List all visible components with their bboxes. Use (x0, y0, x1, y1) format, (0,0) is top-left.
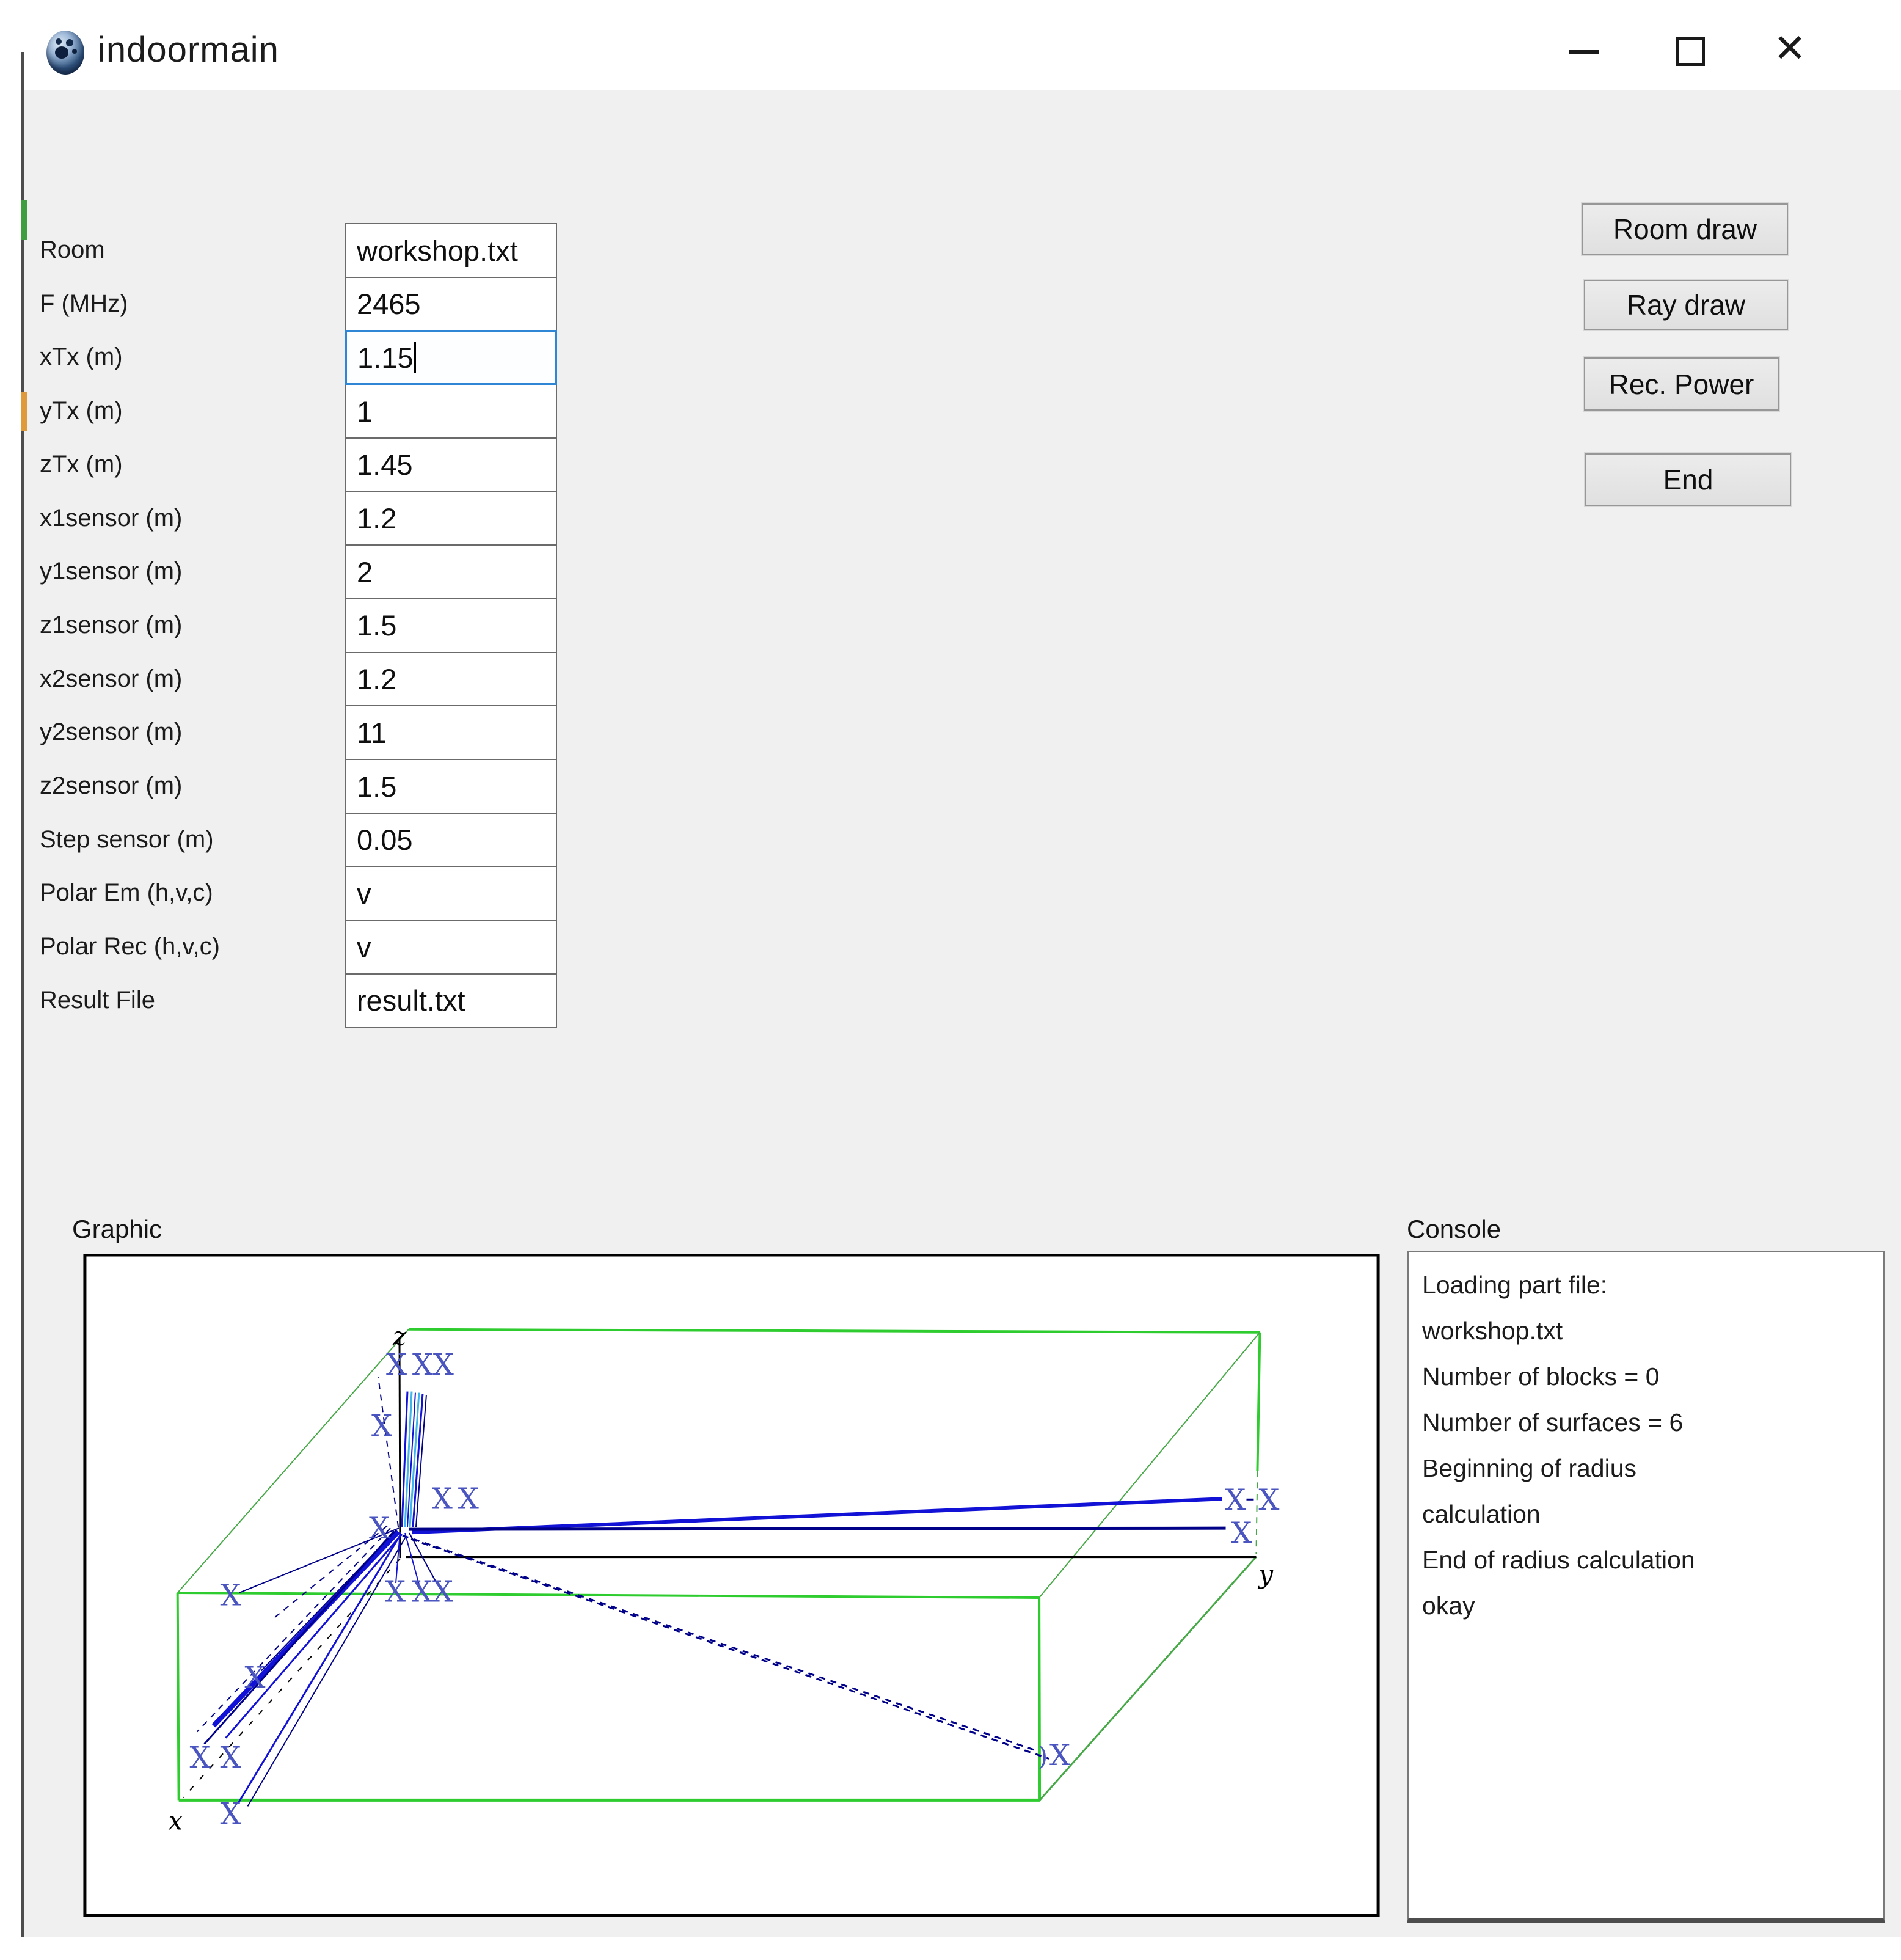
field-value: 1.2 (357, 502, 397, 535)
field-label-xtx-m-: xTx (m) (40, 343, 123, 371)
console-line: okay (1422, 1592, 1475, 1620)
maximize-button[interactable] (1655, 12, 1723, 86)
field-value: result.txt (357, 984, 465, 1017)
field-input-ytx-m-[interactable] (345, 384, 557, 439)
room-wire-edge (178, 1593, 179, 1800)
axis-label-x: x (168, 1805, 183, 1836)
field-label-z2sensor-m-: z2sensor (m) (40, 772, 183, 799)
console-line: calculation (1422, 1500, 1541, 1528)
field-value: 2 (357, 555, 373, 588)
field-value: workshop.txt (357, 234, 518, 267)
field-label-step-sensor-m-: Step sensor (m) (40, 825, 214, 853)
close-icon: ✕ (1773, 26, 1806, 71)
window-left-border (21, 52, 24, 1937)
app-sphere-icon (46, 31, 84, 75)
room-draw-button[interactable]: Room draw (1582, 203, 1788, 255)
field-input-y1sensor-m-[interactable] (345, 544, 557, 599)
field-label-z1sensor-m-: z1sensor (m) (40, 611, 183, 638)
field-input-xtx-m-[interactable] (345, 330, 557, 385)
field-value: 1.5 (357, 770, 397, 803)
sensor-marker: X (432, 1575, 453, 1609)
sensor-marker: X (1258, 1483, 1280, 1518)
field-input-z2sensor-m-[interactable] (345, 759, 557, 814)
field-input-z1sensor-m-[interactable] (345, 598, 557, 653)
axis-label-y: y (1258, 1559, 1274, 1590)
field-label-ytx-m-: yTx (m) (40, 397, 123, 425)
field-label-room: Room (40, 236, 105, 263)
field-input-result-file[interactable] (345, 973, 557, 1028)
field-label-f-mhz-: F (MHz) (40, 290, 128, 317)
field-value: 1.15 (357, 341, 414, 374)
sensor-marker: X (371, 1409, 393, 1443)
field-input-step-sensor-m-[interactable] (345, 813, 557, 868)
console-line: Number of blocks = 0 (1422, 1362, 1660, 1391)
field-value: 1.45 (357, 448, 413, 481)
sensor-marker: ) (1037, 1741, 1048, 1771)
field-label-y1sensor-m-: y1sensor (m) (40, 558, 183, 585)
field-input-x1sensor-m-[interactable] (345, 491, 557, 546)
field-value: 1.2 (357, 663, 397, 696)
text-caret (414, 342, 416, 373)
console-line: Beginning of radius (1422, 1454, 1637, 1482)
field-value: 1 (357, 395, 373, 428)
sensor-marker: X (384, 1575, 406, 1609)
axis-label-z: z (393, 1321, 407, 1351)
field-input-f-mhz-[interactable] (345, 277, 557, 332)
sensor-marker: X (189, 1741, 211, 1775)
minimize-button[interactable] (1552, 12, 1619, 86)
field-input-ztx-m-[interactable] (345, 437, 557, 492)
sensor-marker: X (411, 1575, 432, 1609)
field-label-result-file: Result File (40, 986, 155, 1014)
titlebar (0, 0, 1901, 90)
field-input-y2sensor-m-[interactable] (345, 705, 557, 760)
console-line: Number of surfaces = 6 (1422, 1408, 1684, 1436)
console-line: workshop.txt (1422, 1317, 1563, 1345)
rec-power-button[interactable]: Rec. Power (1584, 357, 1779, 411)
close-button[interactable] (1753, 12, 1826, 86)
maximize-icon (1676, 37, 1705, 66)
field-input-polar-rec-h-v-c-[interactable] (345, 920, 557, 975)
ray-line (409, 1528, 1226, 1529)
field-label-y2sensor-m-: y2sensor (m) (40, 719, 183, 746)
field-value: 1.5 (357, 609, 397, 642)
console-line: End of radius calculation (1422, 1546, 1695, 1574)
sensor-marker: X (1231, 1516, 1252, 1551)
graphic-frame (85, 1255, 1378, 1915)
sensor-marker: X (1225, 1483, 1246, 1518)
sensor-marker: X (431, 1482, 453, 1516)
field-value: 0.05 (357, 824, 413, 857)
edge-artifact-green (21, 200, 27, 240)
sensor-marker: X (369, 1512, 390, 1546)
sensor-marker: X (385, 1348, 407, 1383)
window-title: indoormain (98, 30, 279, 70)
sensor-marker: X (1049, 1738, 1071, 1772)
minimize-icon (1569, 50, 1599, 54)
field-label-x2sensor-m-: x2sensor (m) (40, 665, 183, 692)
field-label-polar-em-h-v-c-: Polar Em (h,v,c) (40, 879, 213, 907)
ray-draw-button[interactable]: Ray draw (1584, 280, 1788, 330)
field-input-room[interactable] (345, 223, 557, 278)
field-label-polar-rec-h-v-c-: Polar Rec (h,v,c) (40, 933, 220, 960)
console-output[interactable] (1407, 1251, 1885, 1923)
sensor-marker: X (432, 1348, 454, 1383)
field-value: v (357, 877, 371, 910)
field-label-x1sensor-m-: x1sensor (m) (40, 504, 183, 532)
edge-artifact-orange (21, 392, 27, 431)
sensor-marker: X (244, 1661, 266, 1695)
sensor-marker: X (458, 1482, 479, 1516)
sensor-marker: X (220, 1741, 241, 1775)
field-input-polar-em-h-v-c-[interactable] (345, 866, 557, 921)
console-line: Loading part file: (1422, 1271, 1608, 1299)
field-label-ztx-m-: zTx (m) (40, 450, 123, 478)
graphic-canvas (82, 1254, 1387, 1923)
sensor-marker: X (220, 1579, 241, 1613)
field-input-x2sensor-m-[interactable] (345, 652, 557, 707)
field-value: v (357, 931, 371, 964)
console-label: Console (1407, 1215, 1501, 1243)
end-button[interactable]: End (1585, 453, 1791, 506)
field-value: 11 (357, 716, 387, 749)
sensor-marker: X (220, 1797, 241, 1831)
field-value: 2465 (357, 288, 421, 321)
graphic-label: Graphic (72, 1215, 162, 1243)
sensor-marker: X (412, 1348, 433, 1383)
